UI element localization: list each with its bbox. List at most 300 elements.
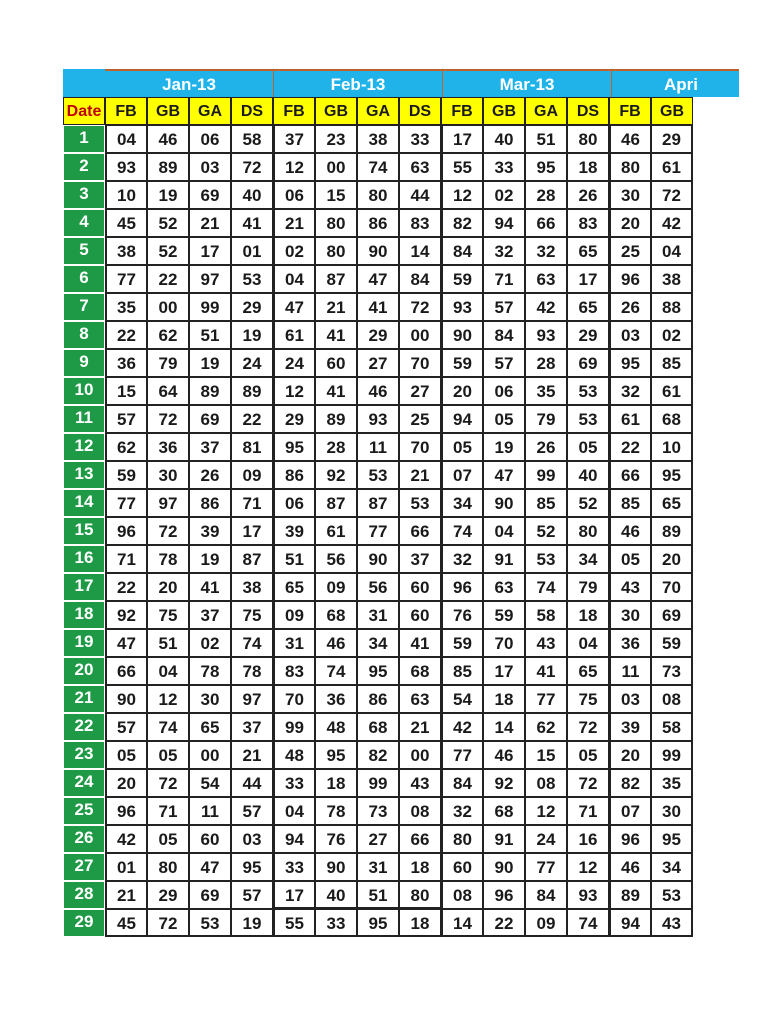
value-cell[interactable]: 72: [147, 517, 189, 545]
date-cell[interactable]: 13: [63, 461, 105, 489]
value-cell[interactable]: 60: [399, 573, 441, 601]
column-header-fb[interactable]: FB: [273, 97, 315, 125]
column-header-ds[interactable]: DS: [231, 97, 273, 125]
value-cell[interactable]: 77: [441, 741, 483, 769]
value-cell[interactable]: 03: [231, 825, 273, 853]
value-cell[interactable]: 80: [357, 181, 399, 209]
value-cell[interactable]: 10: [651, 433, 693, 461]
value-cell[interactable]: 74: [315, 657, 357, 685]
value-cell[interactable]: 15: [315, 181, 357, 209]
value-cell[interactable]: 68: [399, 657, 441, 685]
value-cell[interactable]: 31: [357, 601, 399, 629]
value-cell[interactable]: 85: [525, 489, 567, 517]
value-cell[interactable]: 72: [399, 293, 441, 321]
value-cell[interactable]: 27: [357, 825, 399, 853]
value-cell[interactable]: 12: [441, 181, 483, 209]
value-cell[interactable]: 57: [483, 349, 525, 377]
value-cell[interactable]: 96: [441, 573, 483, 601]
value-cell[interactable]: 57: [231, 881, 273, 909]
value-cell[interactable]: 69: [189, 881, 231, 909]
value-cell[interactable]: 87: [315, 489, 357, 517]
value-cell[interactable]: 92: [105, 601, 147, 629]
value-cell[interactable]: 80: [315, 209, 357, 237]
value-cell[interactable]: 20: [105, 769, 147, 797]
column-header-fb[interactable]: FB: [441, 97, 483, 125]
value-cell[interactable]: 60: [441, 853, 483, 881]
value-cell[interactable]: 30: [189, 685, 231, 713]
value-cell[interactable]: 95: [651, 461, 693, 489]
value-cell[interactable]: 93: [357, 405, 399, 433]
value-cell[interactable]: 28: [525, 181, 567, 209]
value-cell[interactable]: 90: [483, 489, 525, 517]
value-cell[interactable]: 94: [441, 405, 483, 433]
value-cell[interactable]: 84: [441, 237, 483, 265]
value-cell[interactable]: 51: [357, 881, 399, 909]
date-cell[interactable]: 9: [63, 349, 105, 377]
value-cell[interactable]: 00: [189, 741, 231, 769]
value-cell[interactable]: 90: [483, 853, 525, 881]
value-cell[interactable]: 95: [357, 657, 399, 685]
value-cell[interactable]: 95: [525, 153, 567, 181]
value-cell[interactable]: 30: [609, 601, 651, 629]
value-cell[interactable]: 80: [567, 517, 609, 545]
value-cell[interactable]: 46: [315, 629, 357, 657]
value-cell[interactable]: 05: [609, 545, 651, 573]
value-cell[interactable]: 01: [231, 237, 273, 265]
value-cell[interactable]: 22: [147, 265, 189, 293]
value-cell[interactable]: 08: [399, 797, 441, 825]
value-cell[interactable]: 53: [189, 909, 231, 937]
value-cell[interactable]: 59: [651, 629, 693, 657]
value-cell[interactable]: 60: [189, 825, 231, 853]
value-cell[interactable]: 85: [609, 489, 651, 517]
value-cell[interactable]: 15: [525, 741, 567, 769]
value-cell[interactable]: 95: [315, 741, 357, 769]
month-header-mar[interactable]: Mar-13: [442, 69, 611, 97]
date-cell[interactable]: 2: [63, 153, 105, 181]
value-cell[interactable]: 72: [147, 405, 189, 433]
value-cell[interactable]: 87: [357, 489, 399, 517]
value-cell[interactable]: 80: [567, 125, 609, 153]
value-cell[interactable]: 75: [147, 601, 189, 629]
value-cell[interactable]: 48: [315, 713, 357, 741]
value-cell[interactable]: 05: [441, 433, 483, 461]
value-cell[interactable]: 72: [567, 713, 609, 741]
value-cell[interactable]: 09: [315, 573, 357, 601]
value-cell[interactable]: 72: [231, 153, 273, 181]
value-cell[interactable]: 89: [189, 377, 231, 405]
value-cell[interactable]: 87: [231, 545, 273, 573]
value-cell[interactable]: 93: [105, 153, 147, 181]
date-cell[interactable]: 27: [63, 853, 105, 881]
value-cell[interactable]: 41: [231, 209, 273, 237]
value-cell[interactable]: 18: [399, 853, 441, 881]
month-header-apr[interactable]: Apri: [611, 69, 739, 97]
value-cell[interactable]: 97: [231, 685, 273, 713]
value-cell[interactable]: 22: [105, 573, 147, 601]
value-cell[interactable]: 96: [609, 825, 651, 853]
value-cell[interactable]: 99: [273, 713, 315, 741]
value-cell[interactable]: 56: [357, 573, 399, 601]
value-cell[interactable]: 05: [567, 433, 609, 461]
value-cell[interactable]: 17: [441, 125, 483, 153]
value-cell[interactable]: 72: [147, 769, 189, 797]
value-cell[interactable]: 07: [441, 461, 483, 489]
value-cell[interactable]: 40: [231, 181, 273, 209]
value-cell[interactable]: 16: [567, 825, 609, 853]
value-cell[interactable]: 59: [105, 461, 147, 489]
value-cell[interactable]: 53: [567, 405, 609, 433]
value-cell[interactable]: 65: [567, 293, 609, 321]
value-cell[interactable]: 33: [483, 153, 525, 181]
value-cell[interactable]: 17: [231, 517, 273, 545]
value-cell[interactable]: 30: [609, 181, 651, 209]
value-cell[interactable]: 53: [525, 545, 567, 573]
value-cell[interactable]: 52: [567, 489, 609, 517]
value-cell[interactable]: 60: [399, 601, 441, 629]
value-cell[interactable]: 58: [525, 601, 567, 629]
value-cell[interactable]: 36: [105, 349, 147, 377]
date-cell[interactable]: 29: [63, 909, 105, 937]
value-cell[interactable]: 85: [651, 349, 693, 377]
value-cell[interactable]: 21: [399, 713, 441, 741]
value-cell[interactable]: 96: [483, 881, 525, 909]
value-cell[interactable]: 61: [315, 517, 357, 545]
value-cell[interactable]: 71: [105, 545, 147, 573]
value-cell[interactable]: 38: [651, 265, 693, 293]
value-cell[interactable]: 41: [525, 657, 567, 685]
column-header-fb[interactable]: FB: [609, 97, 651, 125]
value-cell[interactable]: 84: [399, 265, 441, 293]
month-header-feb[interactable]: Feb-13: [273, 69, 442, 97]
value-cell[interactable]: 86: [357, 209, 399, 237]
value-cell[interactable]: 87: [315, 265, 357, 293]
value-cell[interactable]: 09: [525, 909, 567, 937]
value-cell[interactable]: 74: [231, 629, 273, 657]
value-cell[interactable]: 60: [315, 349, 357, 377]
value-cell[interactable]: 19: [189, 545, 231, 573]
value-cell[interactable]: 69: [189, 405, 231, 433]
value-cell[interactable]: 04: [273, 797, 315, 825]
column-header-fb[interactable]: FB: [105, 97, 147, 125]
value-cell[interactable]: 82: [441, 209, 483, 237]
value-cell[interactable]: 63: [525, 265, 567, 293]
value-cell[interactable]: 55: [273, 909, 315, 937]
value-cell[interactable]: 68: [483, 797, 525, 825]
value-cell[interactable]: 43: [651, 909, 693, 937]
column-header-ds[interactable]: DS: [399, 97, 441, 125]
value-cell[interactable]: 72: [567, 769, 609, 797]
value-cell[interactable]: 99: [357, 769, 399, 797]
value-cell[interactable]: 32: [441, 545, 483, 573]
column-header-date[interactable]: Date: [63, 97, 105, 125]
value-cell[interactable]: 79: [567, 573, 609, 601]
value-cell[interactable]: 93: [567, 881, 609, 909]
value-cell[interactable]: 70: [483, 629, 525, 657]
value-cell[interactable]: 02: [273, 237, 315, 265]
value-cell[interactable]: 89: [231, 377, 273, 405]
value-cell[interactable]: 82: [609, 769, 651, 797]
value-cell[interactable]: 64: [147, 377, 189, 405]
value-cell[interactable]: 35: [651, 769, 693, 797]
value-cell[interactable]: 25: [609, 237, 651, 265]
value-cell[interactable]: 96: [105, 797, 147, 825]
value-cell[interactable]: 18: [567, 601, 609, 629]
value-cell[interactable]: 83: [273, 657, 315, 685]
value-cell[interactable]: 15: [105, 377, 147, 405]
value-cell[interactable]: 37: [189, 601, 231, 629]
value-cell[interactable]: 89: [147, 153, 189, 181]
value-cell[interactable]: 93: [525, 321, 567, 349]
value-cell[interactable]: 70: [399, 433, 441, 461]
value-cell[interactable]: 21: [315, 293, 357, 321]
value-cell[interactable]: 11: [189, 797, 231, 825]
value-cell[interactable]: 52: [525, 517, 567, 545]
value-cell[interactable]: 46: [147, 125, 189, 153]
value-cell[interactable]: 74: [357, 153, 399, 181]
value-cell[interactable]: 08: [525, 769, 567, 797]
value-cell[interactable]: 40: [315, 881, 357, 909]
value-cell[interactable]: 80: [609, 153, 651, 181]
value-cell[interactable]: 42: [651, 209, 693, 237]
value-cell[interactable]: 09: [231, 461, 273, 489]
value-cell[interactable]: 71: [147, 797, 189, 825]
value-cell[interactable]: 28: [315, 433, 357, 461]
value-cell[interactable]: 01: [105, 853, 147, 881]
value-cell[interactable]: 34: [651, 853, 693, 881]
month-header-jan[interactable]: Jan-13: [105, 69, 273, 97]
value-cell[interactable]: 53: [357, 461, 399, 489]
value-cell[interactable]: 65: [567, 657, 609, 685]
value-cell[interactable]: 06: [273, 489, 315, 517]
value-cell[interactable]: 02: [651, 321, 693, 349]
value-cell[interactable]: 58: [231, 125, 273, 153]
value-cell[interactable]: 59: [441, 349, 483, 377]
value-cell[interactable]: 04: [273, 265, 315, 293]
value-cell[interactable]: 37: [273, 125, 315, 153]
value-cell[interactable]: 86: [189, 489, 231, 517]
value-cell[interactable]: 65: [273, 573, 315, 601]
value-cell[interactable]: 54: [441, 685, 483, 713]
value-cell[interactable]: 47: [273, 293, 315, 321]
value-cell[interactable]: 26: [525, 433, 567, 461]
value-cell[interactable]: 33: [399, 125, 441, 153]
value-cell[interactable]: 51: [273, 545, 315, 573]
value-cell[interactable]: 03: [609, 321, 651, 349]
value-cell[interactable]: 11: [357, 433, 399, 461]
value-cell[interactable]: 97: [147, 489, 189, 517]
value-cell[interactable]: 57: [105, 713, 147, 741]
value-cell[interactable]: 51: [189, 321, 231, 349]
value-cell[interactable]: 19: [231, 321, 273, 349]
value-cell[interactable]: 43: [399, 769, 441, 797]
value-cell[interactable]: 62: [105, 433, 147, 461]
value-cell[interactable]: 18: [567, 153, 609, 181]
value-cell[interactable]: 94: [483, 209, 525, 237]
value-cell[interactable]: 41: [399, 629, 441, 657]
value-cell[interactable]: 35: [525, 377, 567, 405]
value-cell[interactable]: 63: [483, 573, 525, 601]
value-cell[interactable]: 72: [651, 181, 693, 209]
value-cell[interactable]: 30: [651, 797, 693, 825]
column-header-gb[interactable]: GB: [483, 97, 525, 125]
value-cell[interactable]: 61: [273, 321, 315, 349]
value-cell[interactable]: 75: [567, 685, 609, 713]
value-cell[interactable]: 04: [651, 237, 693, 265]
value-cell[interactable]: 95: [273, 433, 315, 461]
value-cell[interactable]: 68: [357, 713, 399, 741]
value-cell[interactable]: 99: [651, 741, 693, 769]
value-cell[interactable]: 04: [105, 125, 147, 153]
value-cell[interactable]: 27: [357, 349, 399, 377]
value-cell[interactable]: 53: [651, 881, 693, 909]
value-cell[interactable]: 53: [231, 265, 273, 293]
column-header-ga[interactable]: GA: [357, 97, 399, 125]
value-cell[interactable]: 71: [231, 489, 273, 517]
value-cell[interactable]: 84: [441, 769, 483, 797]
value-cell[interactable]: 93: [441, 293, 483, 321]
date-cell[interactable]: 8: [63, 321, 105, 349]
value-cell[interactable]: 37: [189, 433, 231, 461]
value-cell[interactable]: 85: [441, 657, 483, 685]
column-header-ga[interactable]: GA: [525, 97, 567, 125]
value-cell[interactable]: 51: [147, 629, 189, 657]
value-cell[interactable]: 14: [441, 909, 483, 937]
value-cell[interactable]: 06: [273, 181, 315, 209]
value-cell[interactable]: 51: [525, 125, 567, 153]
column-header-ga[interactable]: GA: [189, 97, 231, 125]
value-cell[interactable]: 05: [147, 825, 189, 853]
value-cell[interactable]: 78: [147, 545, 189, 573]
value-cell[interactable]: 52: [147, 237, 189, 265]
value-cell[interactable]: 31: [357, 853, 399, 881]
value-cell[interactable]: 77: [105, 489, 147, 517]
value-cell[interactable]: 36: [147, 433, 189, 461]
value-cell[interactable]: 89: [315, 405, 357, 433]
value-cell[interactable]: 79: [147, 349, 189, 377]
value-cell[interactable]: 29: [567, 321, 609, 349]
value-cell[interactable]: 05: [147, 741, 189, 769]
value-cell[interactable]: 38: [357, 125, 399, 153]
value-cell[interactable]: 52: [147, 209, 189, 237]
value-cell[interactable]: 71: [567, 797, 609, 825]
value-cell[interactable]: 36: [609, 629, 651, 657]
value-cell[interactable]: 12: [147, 685, 189, 713]
value-cell[interactable]: 09: [273, 601, 315, 629]
value-cell[interactable]: 48: [273, 741, 315, 769]
value-cell[interactable]: 45: [105, 909, 147, 937]
value-cell[interactable]: 39: [189, 517, 231, 545]
value-cell[interactable]: 61: [651, 377, 693, 405]
value-cell[interactable]: 53: [567, 377, 609, 405]
value-cell[interactable]: 22: [609, 433, 651, 461]
value-cell[interactable]: 83: [567, 209, 609, 237]
value-cell[interactable]: 75: [231, 601, 273, 629]
value-cell[interactable]: 00: [399, 741, 441, 769]
value-cell[interactable]: 78: [315, 797, 357, 825]
value-cell[interactable]: 90: [315, 853, 357, 881]
value-cell[interactable]: 99: [189, 293, 231, 321]
date-cell[interactable]: 20: [63, 657, 105, 685]
value-cell[interactable]: 70: [399, 349, 441, 377]
value-cell[interactable]: 26: [567, 181, 609, 209]
value-cell[interactable]: 18: [399, 909, 441, 937]
value-cell[interactable]: 66: [609, 461, 651, 489]
value-cell[interactable]: 96: [609, 265, 651, 293]
value-cell[interactable]: 66: [525, 209, 567, 237]
value-cell[interactable]: 33: [315, 909, 357, 937]
value-cell[interactable]: 40: [567, 461, 609, 489]
value-cell[interactable]: 80: [315, 237, 357, 265]
value-cell[interactable]: 29: [273, 405, 315, 433]
value-cell[interactable]: 91: [483, 545, 525, 573]
value-cell[interactable]: 46: [609, 853, 651, 881]
value-cell[interactable]: 76: [315, 825, 357, 853]
value-cell[interactable]: 10: [105, 181, 147, 209]
value-cell[interactable]: 95: [357, 909, 399, 937]
value-cell[interactable]: 92: [315, 461, 357, 489]
value-cell[interactable]: 68: [651, 405, 693, 433]
date-cell[interactable]: 17: [63, 573, 105, 601]
value-cell[interactable]: 76: [441, 601, 483, 629]
value-cell[interactable]: 32: [525, 237, 567, 265]
value-cell[interactable]: 80: [399, 881, 441, 909]
value-cell[interactable]: 43: [609, 573, 651, 601]
value-cell[interactable]: 95: [231, 853, 273, 881]
value-cell[interactable]: 69: [567, 349, 609, 377]
date-cell[interactable]: 1: [63, 125, 105, 153]
value-cell[interactable]: 55: [441, 153, 483, 181]
value-cell[interactable]: 77: [357, 517, 399, 545]
value-cell[interactable]: 77: [105, 265, 147, 293]
value-cell[interactable]: 05: [105, 741, 147, 769]
value-cell[interactable]: 35: [105, 293, 147, 321]
value-cell[interactable]: 57: [483, 293, 525, 321]
value-cell[interactable]: 26: [189, 461, 231, 489]
value-cell[interactable]: 34: [567, 545, 609, 573]
value-cell[interactable]: 24: [525, 825, 567, 853]
value-cell[interactable]: 37: [399, 545, 441, 573]
value-cell[interactable]: 58: [651, 713, 693, 741]
value-cell[interactable]: 34: [441, 489, 483, 517]
value-cell[interactable]: 23: [315, 125, 357, 153]
value-cell[interactable]: 94: [609, 909, 651, 937]
value-cell[interactable]: 59: [441, 265, 483, 293]
value-cell[interactable]: 77: [525, 853, 567, 881]
value-cell[interactable]: 29: [231, 293, 273, 321]
column-header-gb[interactable]: GB: [147, 97, 189, 125]
value-cell[interactable]: 84: [483, 321, 525, 349]
value-cell[interactable]: 61: [609, 405, 651, 433]
value-cell[interactable]: 29: [651, 125, 693, 153]
value-cell[interactable]: 38: [231, 573, 273, 601]
column-header-gb[interactable]: GB: [651, 97, 693, 125]
value-cell[interactable]: 90: [441, 321, 483, 349]
value-cell[interactable]: 28: [525, 349, 567, 377]
value-cell[interactable]: 21: [105, 881, 147, 909]
date-cell[interactable]: 26: [63, 825, 105, 853]
value-cell[interactable]: 72: [147, 909, 189, 937]
date-cell[interactable]: 16: [63, 545, 105, 573]
value-cell[interactable]: 79: [525, 405, 567, 433]
value-cell[interactable]: 90: [105, 685, 147, 713]
value-cell[interactable]: 07: [609, 797, 651, 825]
value-cell[interactable]: 03: [189, 153, 231, 181]
value-cell[interactable]: 45: [105, 209, 147, 237]
value-cell[interactable]: 12: [273, 153, 315, 181]
value-cell[interactable]: 32: [441, 797, 483, 825]
value-cell[interactable]: 95: [651, 825, 693, 853]
